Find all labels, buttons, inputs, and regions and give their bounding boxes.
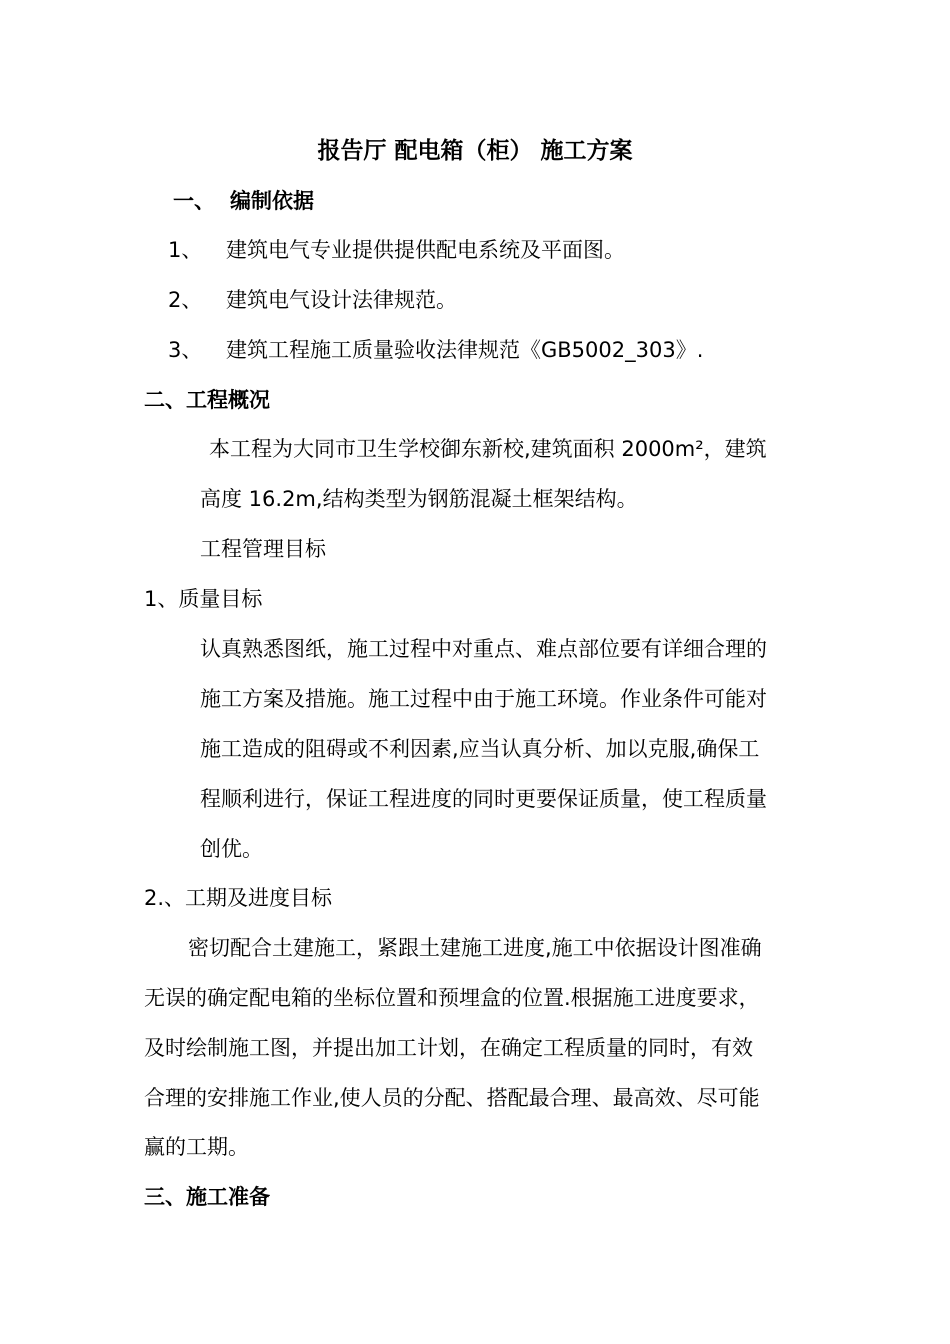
overview-line-1: 本工程为大同市卫生学校御东新校,建筑面积 2000m²，建筑 xyxy=(209,437,767,461)
schedule-line-4: 合理的安排施工作业,使人员的分配、搭配最合理、最高效、尽可能 xyxy=(144,1086,760,1110)
quality-line-1: 认真熟悉图纸，施工过程中对重点、难点部位要有详细合理的 xyxy=(200,637,767,661)
quality-line-3: 施工造成的阻碍或不利因素,应当认真分析、加以克服,确保工 xyxy=(200,737,760,761)
schedule-line-3: 及时绘制施工图，并提出加工计划，在确定工程质量的同时，有效 xyxy=(144,1036,753,1060)
section3-heading: 三、施工准备 xyxy=(144,1185,270,1209)
section1-item-2-text: 建筑电气设计法律规范。 xyxy=(226,288,457,312)
quality-goal-heading: 1、质量目标 xyxy=(144,587,263,611)
section1-heading: 编制依据 xyxy=(230,189,314,213)
overview-line-2: 高度 16.2m,结构类型为钢筋混凝土框架结构。 xyxy=(200,487,638,511)
quality-line-4: 程顺利进行，保证工程进度的同时更要保证质量，使工程质量 xyxy=(200,787,767,811)
section1-item-3-text: 建筑工程施工质量验收法律规范《GB5002_303》. xyxy=(226,338,704,362)
schedule-goal-heading: 2.、工期及进度目标 xyxy=(144,886,333,910)
schedule-line-1: 密切配合土建施工，紧跟土建施工进度,施工中依据设计图准确 xyxy=(188,936,762,960)
section1-number: 一、 xyxy=(173,189,215,213)
quality-line-5: 创优。 xyxy=(200,837,263,861)
section1-item-2-number: 2、 xyxy=(168,288,203,312)
section2-heading: 二、工程概况 xyxy=(144,388,270,412)
section1-item-1-number: 1、 xyxy=(168,238,203,262)
document-title: 报告厅 配电箱（柜） 施工方案 xyxy=(317,138,633,164)
quality-line-2: 施工方案及措施。施工过程中由于施工环境。作业条件可能对 xyxy=(200,687,767,711)
section1-item-3-number: 3、 xyxy=(168,338,203,362)
management-goal-heading: 工程管理目标 xyxy=(200,537,326,561)
section1-item-1-text: 建筑电气专业提供提供配电系统及平面图。 xyxy=(226,238,625,262)
schedule-line-2: 无误的确定配电箱的坐标位置和预埋盒的位置.根据施工进度要求， xyxy=(144,986,760,1010)
schedule-line-5: 赢的工期。 xyxy=(144,1135,249,1159)
